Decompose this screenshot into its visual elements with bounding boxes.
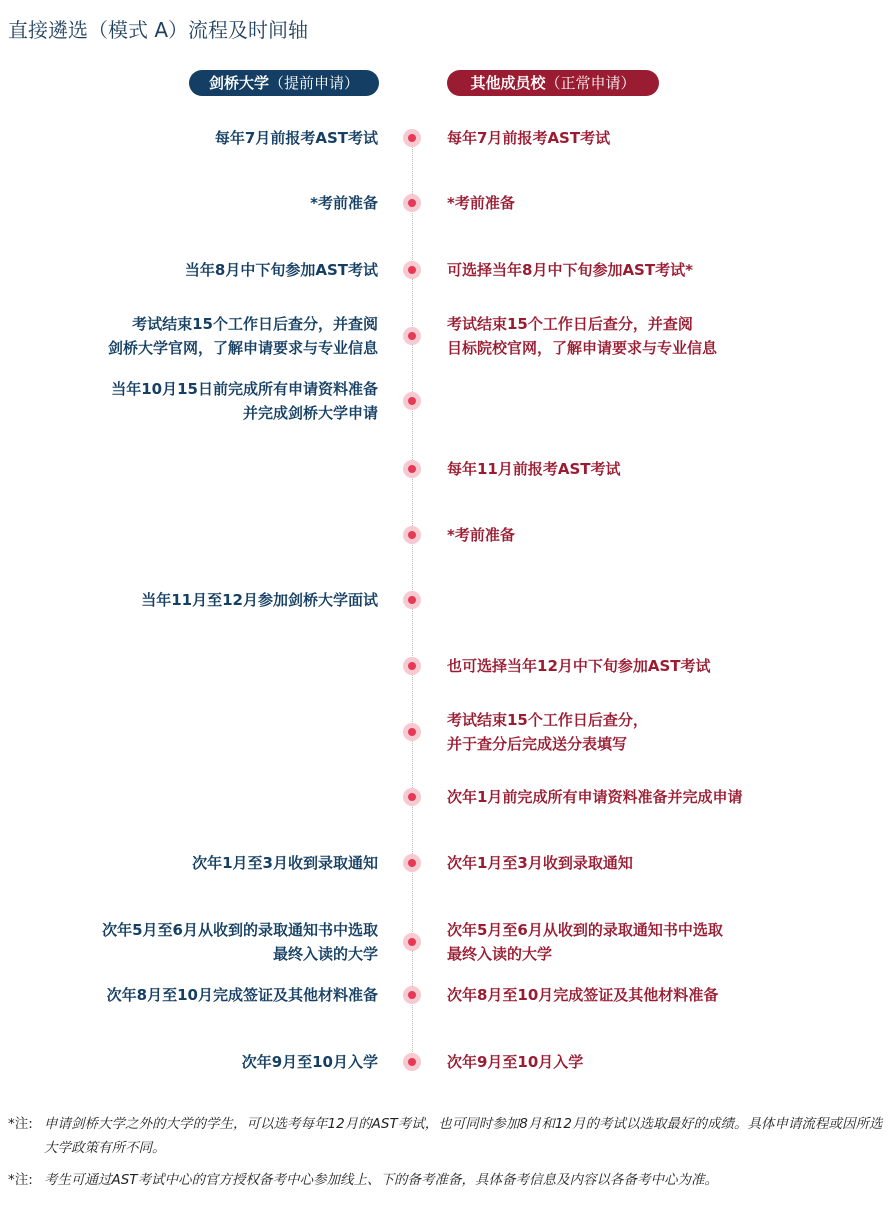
cambridge-step-text: 次年9月至10月入学	[241, 1053, 378, 1071]
timeline-dot-icon	[403, 261, 421, 279]
other-schools-step-text: 考试结束15个工作日后查分，并查阅 目标院校官网，了解申请要求与专业信息	[447, 315, 718, 357]
other-schools-step-text: 次年1月至3月收到录取通知	[447, 854, 633, 872]
header-sub: （提前申请）	[269, 74, 360, 92]
timeline-dot-icon	[403, 460, 421, 478]
footnote-mark: *注:	[8, 1116, 33, 1132]
footnote	[8, 1112, 888, 1160]
timeline-dot-icon	[403, 657, 421, 675]
header-name: 剑桥大学	[208, 74, 269, 92]
other-schools-step-text: 可选择当年8月中下旬参加AST考试*	[447, 261, 693, 279]
timeline-dot-icon	[403, 327, 421, 345]
timeline-dot-icon	[403, 591, 421, 609]
timeline-dot-icon	[403, 933, 421, 951]
header-sub: （正常申请）	[545, 74, 636, 92]
footnote	[8, 1168, 888, 1192]
timeline-dot-icon	[403, 986, 421, 1004]
timeline-dot-icon	[403, 723, 421, 741]
timeline-dot-icon	[403, 788, 421, 806]
cambridge-column-header	[189, 70, 379, 96]
other-schools-step-text: 次年9月至10月入学	[447, 1053, 584, 1071]
timeline-dot-icon	[403, 129, 421, 147]
header-name: 其他成员校	[470, 74, 546, 92]
other-schools-step-text: 也可选择当年12月中下旬参加AST考试	[447, 657, 711, 675]
cambridge-step-text: 当年10月15日前完成所有申请资料准备 并完成剑桥大学申请	[111, 380, 378, 422]
other-schools-step-text: 每年11月前报考AST考试	[447, 460, 621, 478]
timeline-dot-icon	[403, 1053, 421, 1071]
timeline-dot-icon	[403, 526, 421, 544]
cambridge-step-text: *考前准备	[310, 194, 378, 212]
footnote-mark: *注:	[8, 1172, 33, 1188]
other-schools-step-text: 次年5月至6月从收到的录取通知书中选取 最终入读的大学	[447, 921, 723, 963]
footnotes	[8, 1112, 888, 1200]
cambridge-step-text: 次年8月至10月完成签证及其他材料准备	[106, 986, 378, 1004]
page-title: 直接遴选（模式 A）流程及时间轴	[8, 18, 309, 42]
timeline-dot-icon	[403, 392, 421, 410]
cambridge-step-text: 当年8月中下旬参加AST考试	[184, 261, 378, 279]
cambridge-step-text: 考试结束15个工作日后查分，并查阅 剑桥大学官网，了解申请要求与专业信息	[107, 315, 378, 357]
cambridge-step-text: 次年1月至3月收到录取通知	[192, 854, 378, 872]
cambridge-step-text: 次年5月至6月从收到的录取通知书中选取 最终入读的大学	[102, 921, 378, 963]
footnote-text: 申请剑桥大学之外的大学的学生，可以选考每年12月的AST考试，也可同时参加8月和12月的考试以选取最好的成绩。具体申请流程或因所选大学政策有所不同。	[44, 1116, 883, 1156]
cambridge-step-text: 每年7月前报考AST考试	[214, 129, 378, 147]
other-schools-step-text: *考前准备	[447, 526, 515, 544]
other-schools-step-text: 每年7月前报考AST考试	[447, 129, 611, 147]
timeline-dot-icon	[403, 194, 421, 212]
other-schools-step-text: *考前准备	[447, 194, 515, 212]
other-schools-step-text: 次年1月前完成所有申请资料准备并完成申请	[447, 788, 743, 806]
other-schools-step-text: 考试结束15个工作日后查分， 并于查分后完成送分表填写	[447, 711, 648, 753]
other-schools-column-header	[447, 70, 659, 96]
timeline-dot-icon	[403, 854, 421, 872]
other-schools-step-text: 次年8月至10月完成签证及其他材料准备	[447, 986, 719, 1004]
cambridge-step-text: 当年11月至12月参加剑桥大学面试	[141, 591, 378, 609]
footnote-text: 考生可通过AST考试中心的官方授权备考中心参加线上、下的备考准备，具体备考信息及内容以各备考中心为准。	[44, 1172, 719, 1188]
